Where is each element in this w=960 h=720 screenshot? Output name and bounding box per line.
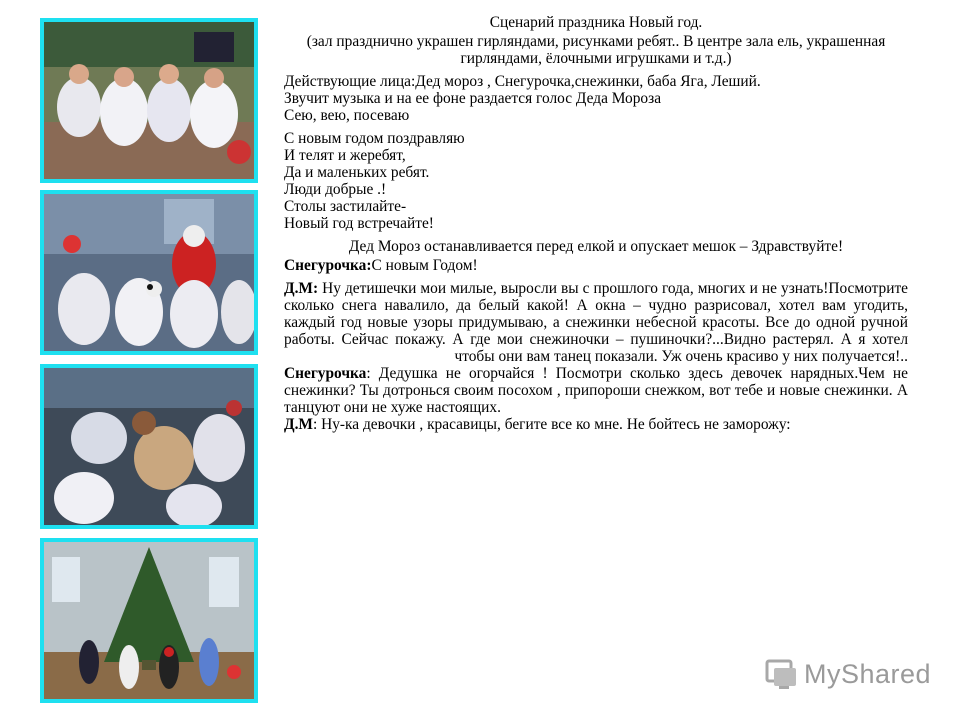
photo-ded-moroz-with-children — [40, 190, 258, 355]
chant-line: Сею, вею, посеваю — [284, 107, 410, 124]
poem-line: С новым годом поздравляю — [284, 130, 465, 147]
dialogue-block — [284, 280, 908, 433]
dialogue-ded-moroz-2 — [284, 416, 908, 433]
poem-block — [284, 130, 908, 232]
dialogue-snegurochka-1 — [284, 257, 908, 274]
dialogue-text: : Дедушка не огорчайся ! Посмотри сколько здесь девочек нарядных.Чем не снежинки? Ты дотронься своим посохом , припороши снежком, вот тебе и новые снежинки. А танцуют они не хуже настоящих. — [284, 365, 908, 416]
dialogue-text: Ну детишечки мои милые, выросли вы с прошлого года, многих и не узнать!Посмотрите сколько снега навалило, да белый какой! А окна – чудно разрисовал, хотел вам угодить, каждый год новые узоры придумываю, а снежинки небесной красоты. Все до одной ручной работы. Сейчас покажу. А где мои снежиночки – пушиночки?...Видно растерял. А я хотел чтобы они вам танец показали. Уж очень красиво у них получается!.. — [284, 280, 908, 365]
photo-christmas-tree-hall — [40, 538, 258, 703]
stage-direction: Дед Мороз останавливается перед елкой и опускает мешок – Здравствуйте! — [348, 238, 844, 255]
photo-icon — [44, 368, 254, 525]
script-document — [284, 14, 908, 433]
watermark-text: MyShared — [804, 658, 932, 689]
speaker-name: Снегурочка: — [284, 257, 372, 274]
myshared-logo-icon — [764, 656, 800, 692]
music-direction: Звучит музыка и на ее фоне раздается голос Деда Мороза — [284, 90, 662, 107]
poem-line: И телят и жеребят, — [284, 147, 406, 164]
dialogue-text: С новым Годом! — [371, 257, 478, 274]
photo-icon — [44, 194, 254, 351]
myshared-watermark — [764, 654, 931, 694]
photo-icon — [44, 542, 254, 699]
dialogue-ded-moroz-1 — [284, 280, 908, 365]
photo-icon — [44, 22, 254, 179]
cast-block — [284, 73, 908, 124]
dialogue-text: : Ну-ка девочки , красавицы, бегите все ко мне. Не бойтесь не заморожу: — [312, 416, 791, 433]
poem-line: Люди добрые .! — [284, 181, 387, 198]
speaker-name: Снегурочка — [284, 365, 367, 382]
photo-children-snowflakes — [40, 18, 258, 183]
cast-list: Действующие лица:Дед мороз , Снегурочка,снежинки, баба Яга, Леший. — [284, 73, 761, 90]
document-title: Сценарий праздника Новый год. — [489, 14, 703, 31]
poem-line: Новый год встречайте! — [284, 215, 434, 232]
poem-line: Да и маленьких ребят. — [284, 164, 430, 181]
scene-description: (зал празднично украшен гирляндами, рисунками ребят.. В центре зала ель, украшенная гирляндами, ёлочными игрушками и т.д.) — [306, 33, 886, 67]
dialogue-snegurochka-2 — [284, 365, 908, 416]
photo-dancing-children — [40, 364, 258, 529]
speaker-name: Д.М — [284, 416, 313, 433]
speaker-name: Д.М: — [284, 280, 319, 297]
poem-line: Столы застилайте- — [284, 198, 407, 215]
